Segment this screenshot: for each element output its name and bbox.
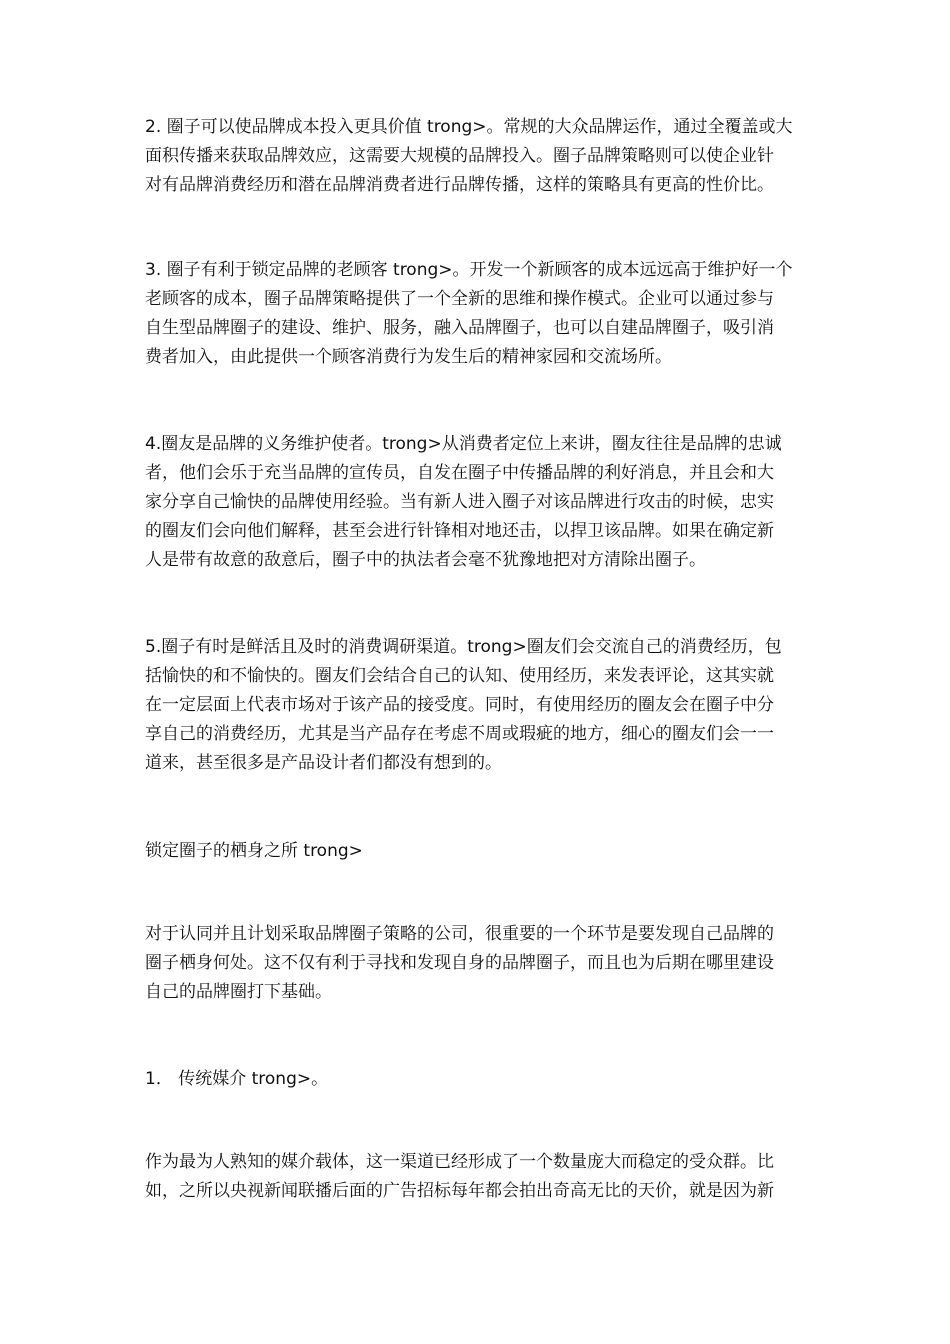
paragraph-traditional-media [145, 1148, 815, 1206]
section-heading [145, 837, 815, 866]
text-line: 如，之所以央视新闻联播后面的广告招标每年都会拍出奇高无比的天价，就是因为新 [145, 1181, 774, 1201]
text-line: 自己的品牌圈打下基础。 [145, 982, 332, 1002]
text-line: 自生型品牌圈子的建设、维护、服务，融入品牌圈子，也可以自建品牌圈子，吸引消 [145, 318, 774, 338]
text-line: 5.圈子有时是鲜活且及时的消费调研渠道。trong>圈友们会交流自己的消费经历，包 [145, 637, 782, 657]
text-line: 4.圈友是品牌的义务维护使者。trong>从消费者定位上来讲，圈友往往是品牌的忠诚 [145, 434, 782, 454]
text-line: 者，他们会乐于充当品牌的宣传员，自发在圈子中传播品牌的利好消息，并且会和大 [145, 463, 774, 483]
text-line: 3. 圈子有利于锁定品牌的老顾客 trong>。开发一个新顾客的成本远远高于维护好一个 [145, 260, 793, 280]
text-line: 对于认同并且计划采取品牌圈子策略的公司，很重要的一个环节是要发现自己品牌的 [145, 924, 774, 944]
text-line: 老顾客的成本，圈子品牌策略提供了一个全新的思维和操作模式。企业可以通过参与 [145, 289, 774, 309]
text-line: 的圈友们会向他们解释，甚至会进行针锋相对地还击，以捍卫该品牌。如果在确定新 [145, 521, 774, 541]
text-line: 费者加入，由此提供一个顾客消费行为发生后的精神家园和交流场所。 [145, 347, 672, 367]
text-line: 在一定层面上代表市场对于该产品的接受度。同时，有使用经历的圈友会在圈子中分 [145, 695, 774, 715]
text-line: 2. 圈子可以使品牌成本投入更具价值 trong>。常规的大众品牌运作，通过全覆盖或大 [145, 117, 793, 137]
text-line: 道来，甚至很多是产品设计者们都没有想到的。 [145, 753, 502, 773]
paragraph-intro [145, 920, 815, 1007]
text-line: 括愉快的和不愉快的。圈友们会结合自己的认知、使用经历，来发表评论，这其实就 [145, 666, 774, 686]
text-line: 锁定圈子的栖身之所 trong> [145, 841, 363, 861]
text-line: 对有品牌消费经历和潜在品牌消费者进行品牌传播，这样的策略具有更高的性价比。 [145, 175, 774, 195]
paragraph-point-3 [145, 256, 815, 372]
subheading-traditional-media [145, 1065, 815, 1094]
text-line: 面积传播来获取品牌效应，这需要大规模的品牌投入。圈子品牌策略则可以使企业针 [145, 146, 774, 166]
text-line: 人是带有故意的敌意后，圈子中的执法者会毫不犹豫地把对方清除出圈子。 [145, 550, 706, 570]
text-line: 作为最为人熟知的媒介载体，这一渠道已经形成了一个数量庞大而稳定的受众群。比 [145, 1152, 774, 1172]
paragraph-point-5 [145, 633, 815, 778]
text-line: 圈子栖身何处。这不仅有利于寻找和发现自身的品牌圈子，而且也为后期在哪里建设 [145, 953, 774, 973]
paragraph-point-4 [145, 430, 815, 575]
text-line: 1． 传统媒介 trong>。 [145, 1069, 329, 1089]
text-line: 家分享自己愉快的品牌使用经验。当有新人进入圈子对该品牌进行攻击的时候，忠实 [145, 492, 774, 512]
text-line: 享自己的消费经历，尤其是当产品存在考虑不周或瑕疵的地方，细心的圈友们会一一 [145, 724, 774, 744]
paragraph-point-2 [145, 113, 815, 200]
